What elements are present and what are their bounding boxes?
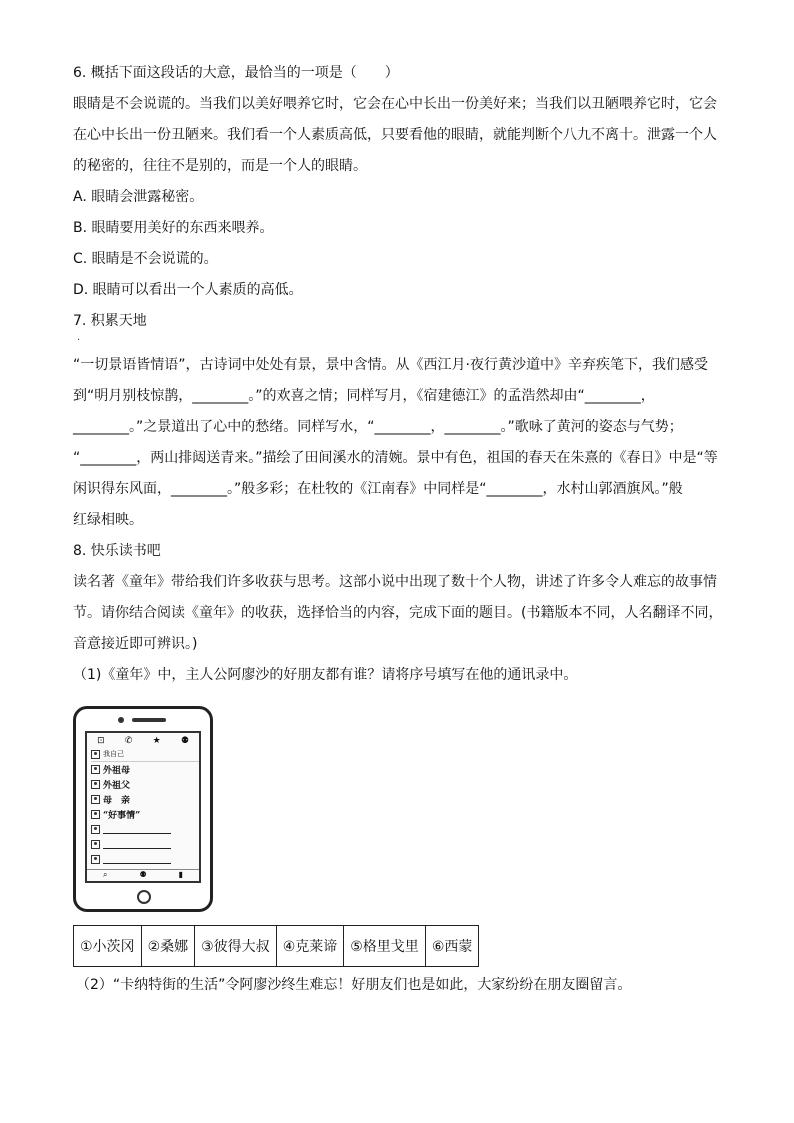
menu-icon: ▮: [178, 870, 183, 879]
choice-cell: ②桑娜: [141, 926, 195, 967]
blank-line: [103, 855, 171, 864]
q8-title: 8. 快乐读书吧: [73, 543, 161, 559]
q6-passage-line: 的秘密的，往往不是别的，而是一个人的眼睛。: [73, 158, 367, 174]
phone-call-icon: ✆: [124, 736, 133, 746]
q6-passage-line: 眼睛是不会说谎的。当我们以美好喂养它时，它会在心中长出一份美好来；当我们以丑陋喂养它时，它会: [73, 96, 717, 112]
group-icon: ⚉: [180, 736, 189, 746]
phone-bottom-bar: [87, 869, 199, 880]
contacts-icon: ⊡: [97, 736, 105, 746]
q6-option-c: C. 眼睛是不会说谎的。: [73, 251, 218, 267]
q7-line: “________，两山排闼送青来。”描绘了田间溪水的清婉。景中有色，祖国的春天在朱熹的《春日》中是“等: [73, 450, 718, 466]
contact-blank: [91, 837, 199, 852]
avatar-icon: [91, 825, 100, 834]
choice-cell: ④克莱谛: [276, 926, 344, 967]
search-icon: ⌕: [102, 870, 108, 879]
phone-top-bar: [87, 735, 199, 747]
q8-line: 读名著《童年》带给我们许多收获与思考。这部小说中出现了数十个人物，讲述了许多令人难忘的故事情: [73, 574, 717, 590]
stray-dot: ·: [77, 335, 81, 346]
contact-name: “好事情”: [103, 811, 141, 821]
q8-line: 音意接近即可辨识。): [73, 636, 198, 652]
choice-cell: ①小茨冈: [74, 926, 142, 967]
contact-entry: [91, 807, 199, 822]
self-contact: [91, 747, 199, 762]
choice-cell: ⑤格里戈里: [344, 926, 426, 967]
avatar-icon: [91, 765, 100, 774]
contact-name: 外祖母: [103, 766, 131, 776]
contact-blank: [91, 822, 199, 837]
contact-blank: [91, 852, 199, 867]
q7-line: ________。”之景道出了心中的愁绪。同样写水，“________，________。”歌咏了黄河的姿态与气势；: [73, 419, 683, 435]
contact-name: 母 亲: [103, 796, 131, 806]
avatar-icon: [91, 780, 100, 789]
camera-icon: [118, 717, 124, 723]
avatar-icon: [91, 855, 100, 864]
phone-illustration: [73, 706, 213, 912]
avatar-icon: [91, 795, 100, 804]
speaker-icon: [132, 718, 166, 722]
q6-passage-line: 在心中长出一份丑陋来。我们看一个人素质高低，只要看他的眼睛，就能判断个八九不离十。泄露一个人: [73, 127, 717, 143]
home-button-icon: [137, 890, 151, 904]
q6-option-b: B. 眼睛要用美好的东西来喂养。: [73, 220, 274, 236]
phone-screen: [85, 731, 201, 883]
add-contact-icon: ⚉: [139, 870, 147, 879]
contact-name: 外祖父: [103, 781, 131, 791]
q6-option-a: A. 眼睛会泄露秘密。: [73, 189, 204, 205]
contact-entry: [91, 792, 199, 807]
star-icon: ★: [152, 736, 161, 746]
self-label: 我自己: [103, 750, 124, 758]
exam-page: [73, 58, 723, 993]
q7-line: “一切景语皆情语”，古诗词中处处有景，景中含情。从《西江月·夜行黄沙道中》辛弃疾笔下，我们感受: [73, 357, 708, 373]
q7-line: 红绿相映。: [73, 512, 143, 528]
choice-cell: ⑥西蒙: [425, 926, 479, 967]
avatar-icon: [91, 810, 100, 819]
q8-sub2: （2）“卡纳特街的生活”令阿廖沙终生难忘！好朋友们也是如此，大家纷纷在朋友圈留言。: [76, 977, 632, 993]
blank-line: [103, 840, 171, 849]
avatar-icon: [91, 750, 100, 759]
q8-line: 节。请你结合阅读《童年》的收获，选择恰当的内容，完成下面的题目。(书籍版本不同，人名翻译不同，: [73, 605, 723, 621]
blank-line: [103, 825, 171, 834]
q7-line: 到“明月别枝惊鹊，________。”的欢喜之情；同样写月，《宿建德江》的孟浩然却由“________，: [73, 388, 655, 404]
contact-entry: [91, 777, 199, 792]
avatar-icon: [91, 840, 100, 849]
q7-line: 闲识得东风面，________。”般多彩；在杜牧的《江南春》中同样是“________，水村山郭酒旗风。”般: [73, 481, 683, 497]
choice-cell: ③彼得大叔: [195, 926, 277, 967]
choices-table: [73, 925, 479, 967]
contact-entry: [91, 762, 199, 777]
q7-title: 7. 积累天地: [73, 313, 147, 329]
q6-option-d: D. 眼睛可以看出一个人素质的高低。: [73, 282, 303, 298]
q6-title: 6. 概括下面这段话的大意，最恰当的一项是（ ）: [73, 65, 399, 81]
q8-sub1: （1)《童年》中，主人公阿廖沙的好朋友都有谁？请将序号填写在他的通讯录中。: [73, 667, 578, 683]
